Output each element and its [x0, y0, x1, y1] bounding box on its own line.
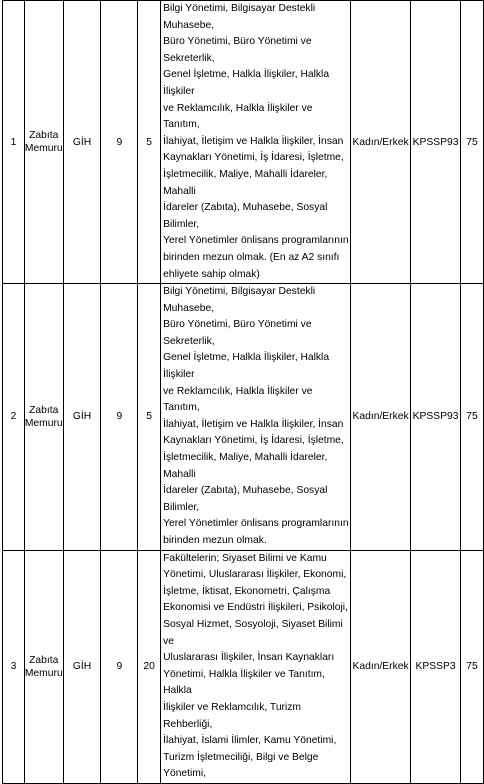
row-number-cell: 3	[3, 550, 25, 783]
qualification-line: İşletmecilik, Maliye, Mahalli İdareler, Mahalli	[163, 168, 328, 197]
qualification-line: İdareler (Zabıta), Muhasebe, Sosyal Bilimler,	[163, 202, 328, 230]
min-score-cell: 75	[461, 550, 484, 783]
position-line: Memuru	[24, 667, 63, 679]
min-score-cell: 75	[461, 1, 484, 284]
min-score-cell: 75	[461, 284, 484, 551]
qualification-line: birinden mezun olmak.	[163, 535, 267, 546]
qualification-line: Yönetimi, Uluslararası İlişkiler, Ekonomi,	[163, 569, 347, 581]
qualification-line: İlişkiler ve Reklamcılık, Turizm Rehberliği,	[163, 701, 301, 730]
exam-cell: KPSSP93	[411, 284, 461, 551]
qualification-line: Uluslararası İlişkiler, İnsan Kaynakları	[163, 652, 335, 664]
qualification-line: Sosyal Hizmet, Sosyoloji, Siyaset Bilimi ve	[163, 618, 343, 647]
qualification-line: Yerel Yönetimler önlisans programlarının	[163, 235, 349, 247]
qualification-line: Kaynakları Yönetimi, İş İdaresi, İşletme,	[163, 152, 344, 164]
gender-cell: Kadın/Erkek	[351, 284, 411, 551]
qualification-line: Genel İşletme, Halkla İlişkiler, Halkla İlişkiler	[163, 69, 330, 97]
gender-cell: Kadın/Erkek	[351, 1, 411, 284]
position-line: Memuru	[24, 417, 63, 429]
qualification-line: İdareler (Zabıta), Muhasebe, Sosyal Bilimler,	[163, 485, 328, 513]
gender-cell: Kadın/Erkek	[351, 550, 411, 783]
table-row	[3, 284, 484, 551]
quota-cell: 20	[138, 550, 161, 783]
table-body	[3, 1, 484, 784]
position-cell	[24, 550, 63, 783]
exam-cell: KPSSP3	[411, 550, 461, 783]
qualification-line: Yönetimi, Halkla İlişkiler ve Tanıtım, Halkla	[163, 668, 325, 697]
quota-cell: 5	[138, 1, 161, 284]
qualification-line: ehliyete sahip olmak)	[163, 268, 260, 280]
qualification-line: birinden mezun olmak. (En az A2 sınıfı	[163, 251, 340, 263]
position-cell	[24, 284, 63, 551]
qualification-line: İlahiyat, İletişim ve Halkla İlişkiler, İnsan	[163, 418, 344, 430]
grade-cell: 9	[101, 284, 138, 551]
qualification-line: Fakültelerin; Siyaset Bilimi ve Kamu	[163, 552, 327, 564]
qualification-line: Yerel Yönetimler önlisans programlarının	[163, 518, 349, 530]
exam-cell: KPSSP93	[411, 1, 461, 284]
table-row	[3, 1, 484, 284]
table-row	[3, 550, 484, 783]
qualification-line: Bilgi Yönetimi, Bilgisayar Destekli Muhasebe,	[163, 3, 316, 31]
class-cell: GİH	[63, 550, 101, 783]
grade-cell: 9	[101, 550, 138, 783]
position-table	[2, 0, 484, 784]
position-line: Zabıta	[29, 404, 59, 416]
qualification-line: İlahiyat, İslami İlimler, Kamu Yönetimi,	[163, 735, 337, 747]
grade-cell: 9	[101, 1, 138, 284]
row-number-cell: 1	[3, 1, 25, 284]
quota-cell: 5	[138, 284, 161, 551]
qualification-cell	[161, 550, 351, 783]
qualification-cell	[161, 284, 351, 551]
qualification-line: Büro Yönetimi, Büro Yönetimi ve Sekreterlik,	[163, 36, 312, 64]
qualification-cell	[161, 1, 351, 284]
qualification-line: Turizm İşletmeciliği, Bilgi ve Belge Yönetimi,	[163, 751, 319, 780]
position-line: Zabıta	[29, 654, 59, 666]
qualification-line: ve Reklamcılık, Halkla İlişkiler ve Tanıtım,	[163, 102, 313, 131]
qualification-line: ve Reklamcılık, Halkla İlişkiler ve Tanıtım,	[163, 385, 313, 414]
qualification-line: Ekonomisi ve Endüstri İlişkileri, Psikoloji,	[163, 602, 348, 614]
qualification-line: İşletmecilik, Maliye, Mahalli İdareler, Mahalli	[163, 452, 328, 480]
qualification-line: Genel İşletme, Halkla İlişkiler, Halkla İlişkiler	[163, 352, 330, 381]
row-number-cell: 2	[3, 284, 25, 551]
position-line: Zabıta	[29, 130, 59, 142]
class-cell: GİH	[63, 284, 101, 551]
qualification-line: İşletme, İktisat, Ekonometri, Çalışma	[163, 585, 331, 597]
qualification-line: Büro Yönetimi, Büro Yönetimi ve Sekreterlik,	[163, 319, 312, 347]
position-line: Memuru	[24, 143, 63, 155]
position-cell	[24, 1, 63, 284]
qualification-line: Kaynakları Yönetimi, İş İdaresi, İşletme,	[163, 435, 344, 447]
class-cell: GİH	[63, 1, 101, 284]
qualification-line: Bilgi Yönetimi, Bilgisayar Destekli Muhasebe,	[163, 286, 316, 314]
qualification-line: İlahiyat, İletişim ve Halkla İlişkiler, İnsan	[163, 135, 344, 147]
